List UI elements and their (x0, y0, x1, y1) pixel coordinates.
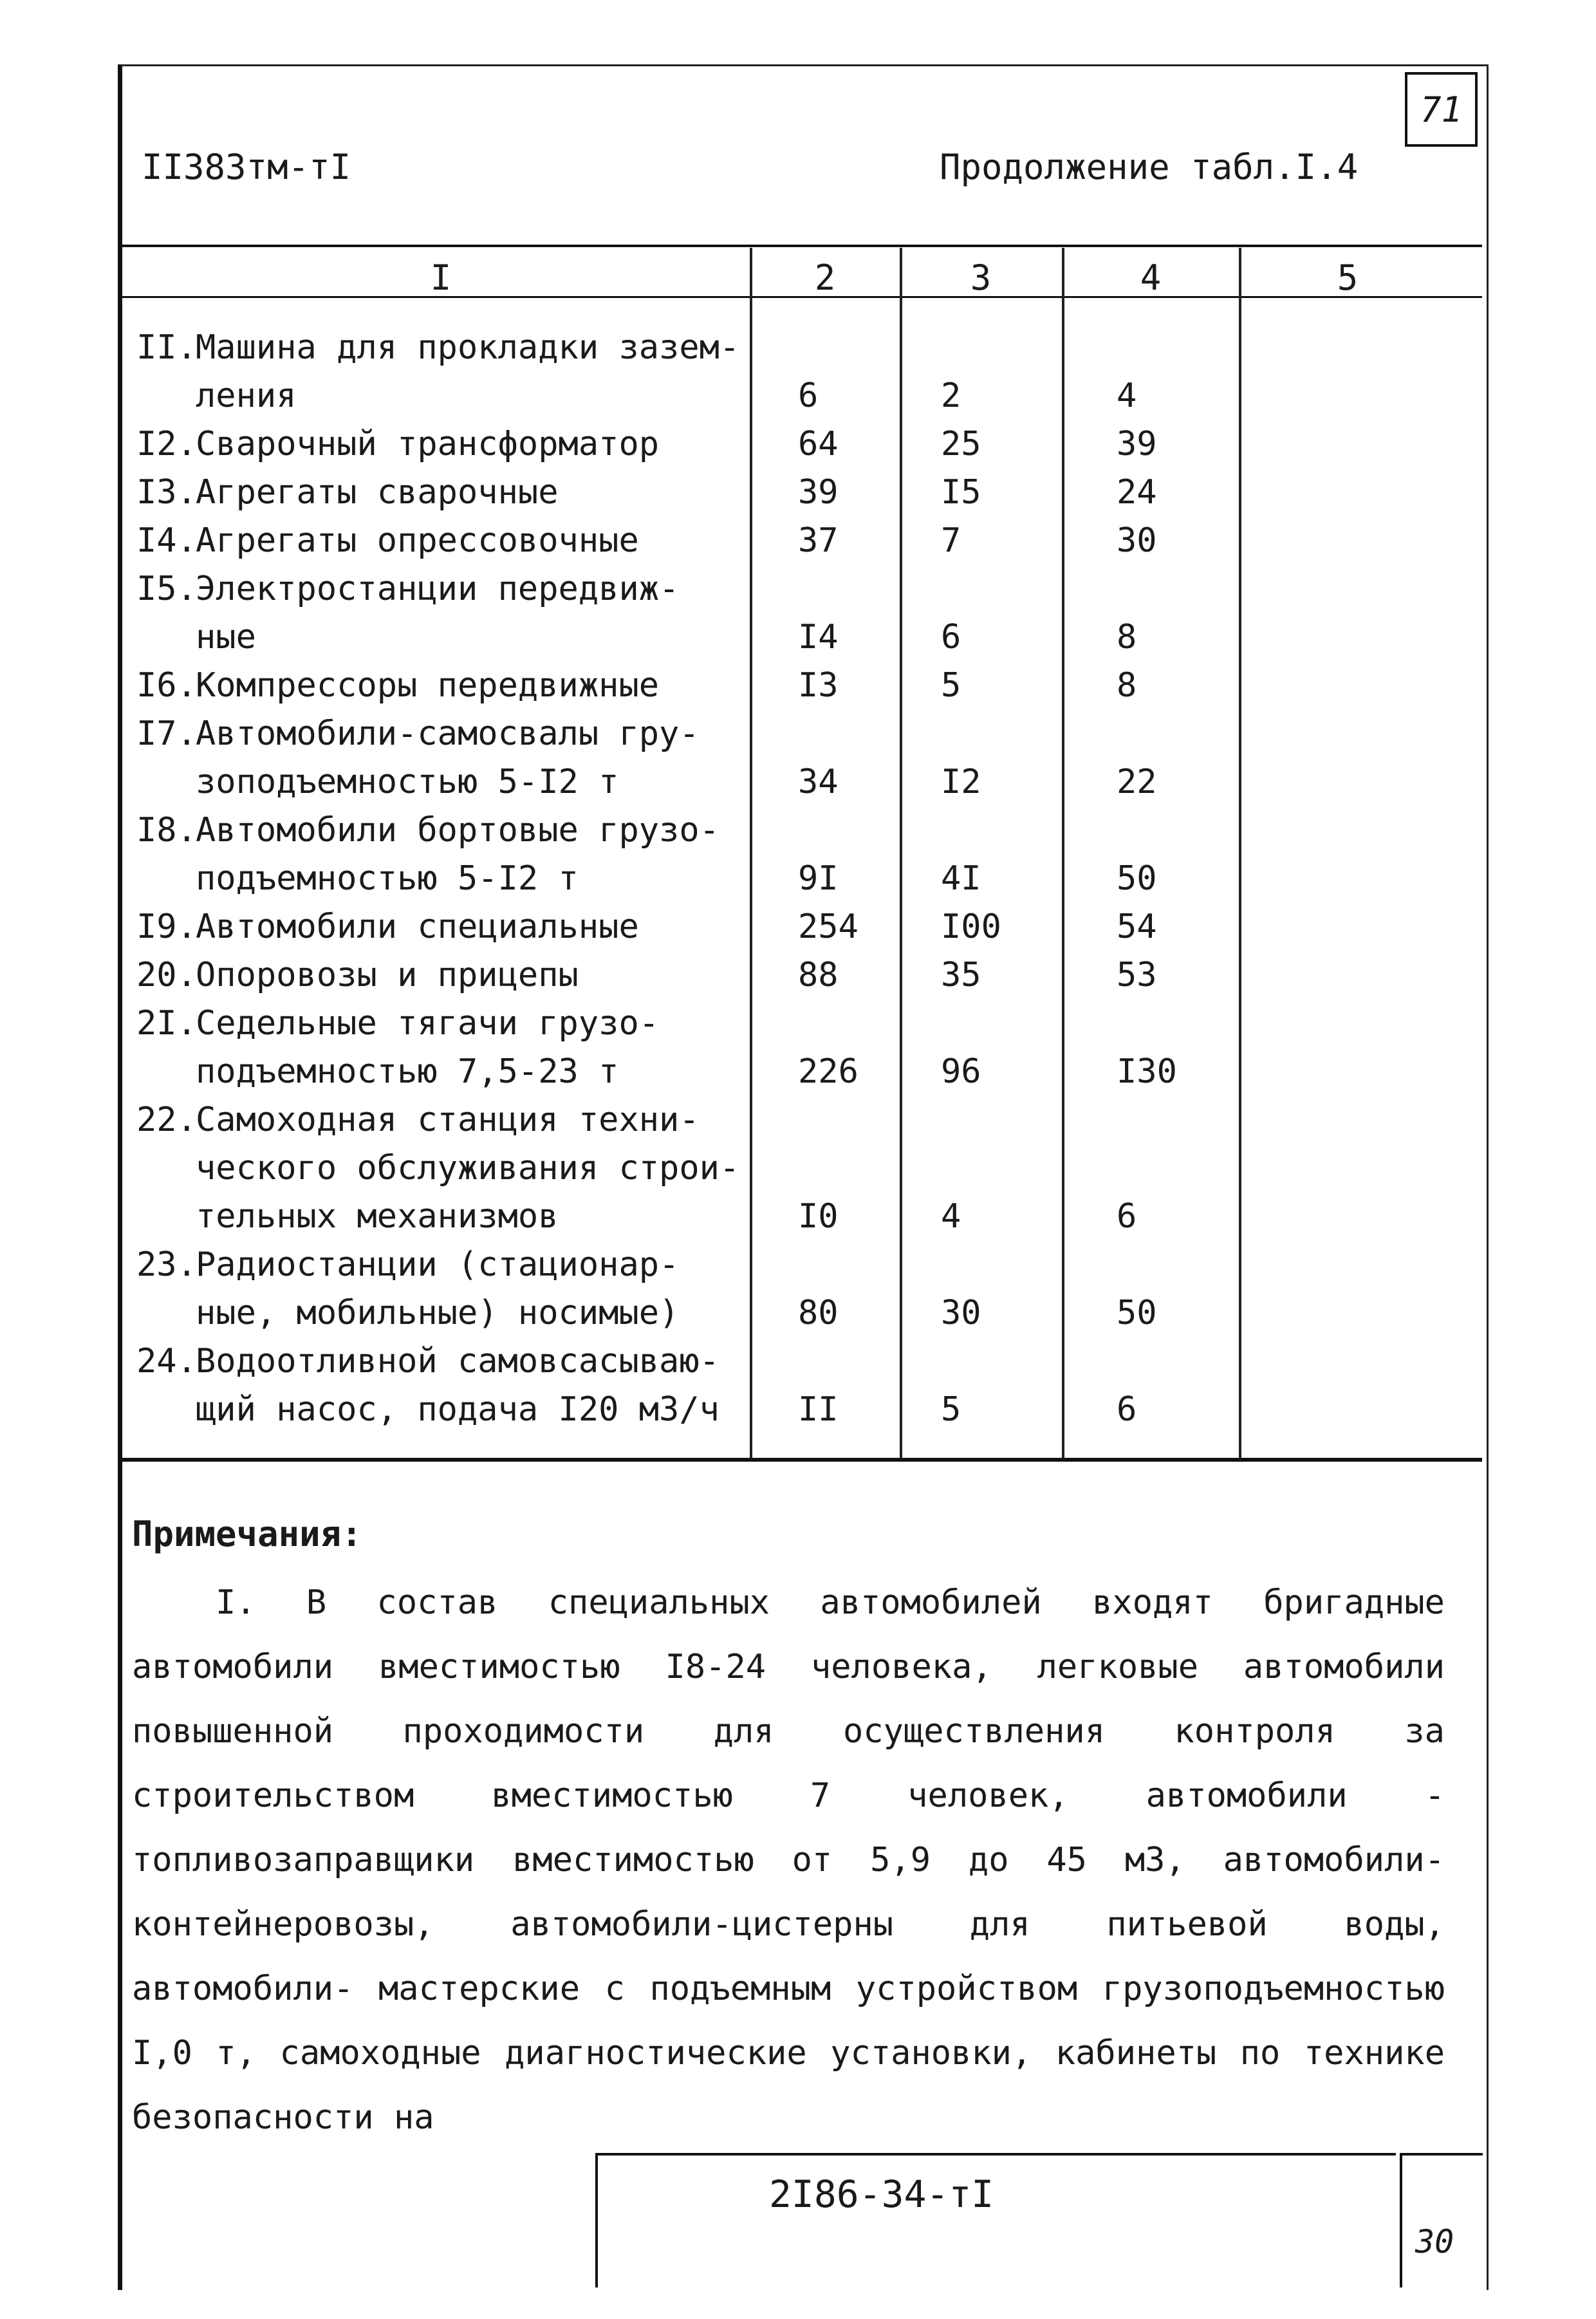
cell-c3: 7 (941, 521, 961, 560)
continuation-label: Продолжение табл.I.4 (940, 147, 1359, 187)
cell-c3: 2 (941, 377, 961, 415)
cell-c2: 34 (798, 763, 839, 801)
row-label: Сварочный трансформатор (196, 425, 660, 463)
row-label: Самоходная станция техни- (196, 1101, 700, 1139)
cell-c4: 8 (1117, 666, 1137, 705)
row-number: 23. (136, 1245, 197, 1284)
note-paragraph: I. В состав специальных автомобилей входят бригадные автомобили вместимостью I8-24 человека, легковые автомобили повышенной проходимости для осуществления контроля за строительством вместимостью 7 человек, автомобили - топливозаправщики вместимостью от 5,9 до 45 м3, автомобили-контейнеровозы, автомобили-цистерны для питьевой воды, автомобили- мастерские с подъемным устройством грузоподъемностью I,0 т, самоходные диагностические установки, кабинеты по технике безопасности на (132, 1583, 1445, 2137)
cell-c3: 96 (941, 1052, 981, 1091)
row-label: Опоровозы и прицепы (196, 956, 579, 994)
stamp-page-box (1400, 2153, 1483, 2287)
row-label: ления (196, 377, 297, 415)
cell-c2: II (798, 1390, 839, 1429)
table-row-text (136, 328, 739, 367)
cell-c2: 37 (798, 521, 839, 560)
cell-c3: I5 (941, 473, 981, 512)
row-label: Автомобили-самосвалы гру- (196, 714, 700, 753)
table-row-text (136, 1245, 679, 1284)
cell-c3: 5 (941, 1390, 961, 1429)
table-row-text (136, 1390, 719, 1429)
row-label: подъемностью 7,5-23 т (196, 1052, 619, 1091)
cell-c4: 54 (1117, 908, 1157, 946)
cell-c2: 6 (798, 377, 819, 415)
cell-c2: I4 (798, 618, 839, 657)
cell-c2: 88 (798, 956, 839, 994)
row-label: ные (196, 618, 256, 657)
row-label: Автомобили специальные (196, 908, 639, 946)
column-divider (750, 248, 752, 1458)
doc-code: II383тм-тI (142, 147, 351, 187)
cell-c3: 4I (941, 859, 981, 898)
cell-c4: 39 (1117, 425, 1157, 463)
cell-c3: 5 (941, 666, 961, 705)
table-row-text (136, 1342, 719, 1381)
notes-title: Примечания: (132, 1514, 362, 1554)
table-row-text (136, 714, 700, 753)
table-row-text (136, 1004, 659, 1043)
column-header: 4 (1140, 257, 1162, 298)
table-row-text (136, 473, 559, 512)
cell-c4: 8 (1117, 618, 1137, 657)
column-header: 3 (970, 257, 992, 298)
row-number: 20. (136, 956, 197, 994)
table-row-text (136, 570, 679, 608)
cell-c3: 30 (941, 1294, 981, 1332)
cell-c4: 50 (1117, 859, 1157, 898)
cell-c3: I00 (941, 908, 1001, 946)
cell-c4: 53 (1117, 956, 1157, 994)
row-label: подъемностью 5-I2 т (196, 859, 579, 898)
column-header: 5 (1337, 257, 1359, 298)
cell-c3: 35 (941, 956, 981, 994)
cell-c3: 25 (941, 425, 981, 463)
row-label: Электростанции передвиж- (196, 570, 680, 608)
row-label: Агрегаты опрессовочные (196, 521, 639, 560)
table-bottom-rule (122, 1458, 1482, 1462)
row-number: 24. (136, 1342, 197, 1381)
stamp-code: 2I86-34-тI (769, 2172, 994, 2216)
row-number: I3. (136, 473, 197, 512)
table-row-text (136, 1149, 739, 1187)
cell-c4: 22 (1117, 763, 1157, 801)
cell-c2: I3 (798, 666, 839, 705)
table-row-text (136, 763, 618, 801)
table-row-text (136, 618, 256, 657)
table-row-text (136, 956, 579, 994)
table-row-text (136, 521, 639, 560)
row-number: I4. (136, 521, 197, 560)
row-label: Седельные тягачи грузо- (196, 1004, 660, 1043)
cell-c2: 39 (798, 473, 839, 512)
cell-c4: 24 (1117, 473, 1157, 512)
table-row-text (136, 859, 579, 898)
cell-c4: 6 (1117, 1197, 1137, 1236)
table-row-text (136, 1101, 700, 1139)
row-number: I2. (136, 425, 197, 463)
row-label: ческого обслуживания строи- (196, 1149, 740, 1187)
row-label: Агрегаты сварочные (196, 473, 559, 512)
cell-c2: 64 (798, 425, 839, 463)
row-label: Радиостанции (стационар- (196, 1245, 680, 1284)
row-number: 22. (136, 1101, 197, 1139)
row-label: ные, мобильные) носимые) (196, 1294, 680, 1332)
row-number: I8. (136, 811, 197, 850)
table-row-text (136, 908, 639, 946)
cell-c2: 80 (798, 1294, 839, 1332)
row-label: Компрессоры передвижные (196, 666, 660, 705)
row-label: Автомобили бортовые грузо- (196, 811, 719, 850)
row-number: I6. (136, 666, 197, 705)
row-number: I9. (136, 908, 197, 946)
cell-c3: 6 (941, 618, 961, 657)
row-number: II. (136, 328, 197, 367)
row-label: Машина для прокладки зазем- (196, 328, 740, 367)
column-header: I (430, 257, 452, 298)
cell-c4: 30 (1117, 521, 1157, 560)
table-row-text (136, 1052, 618, 1091)
column-divider (1239, 248, 1241, 1458)
cell-c2: 9I (798, 859, 839, 898)
table-top-rule (122, 245, 1482, 247)
column-divider (900, 248, 902, 1458)
cell-c3: I2 (941, 763, 981, 801)
cell-c4: 6 (1117, 1390, 1137, 1429)
title-block (595, 2153, 1396, 2287)
stamp-page: 30 (1415, 2223, 1454, 2260)
table-row-text (136, 425, 659, 463)
row-label: тельных механизмов (196, 1197, 559, 1236)
row-label: Водоотливной самовсасываю- (196, 1342, 719, 1381)
cell-c2: 254 (798, 908, 858, 946)
cell-c4: 4 (1117, 377, 1137, 415)
cell-c2: 226 (798, 1052, 858, 1091)
row-label: зоподъемностью 5-I2 т (196, 763, 619, 801)
table-row-text (136, 377, 297, 415)
cell-c2: I0 (798, 1197, 839, 1236)
column-header: 2 (814, 257, 836, 298)
table-row-text (136, 666, 659, 705)
row-label: щий насос, подача I20 м3/ч (196, 1390, 719, 1429)
table-row-text (136, 1294, 679, 1332)
cell-c3: 4 (941, 1197, 961, 1236)
table-row-text (136, 811, 719, 850)
page-mark: 71 (1405, 72, 1478, 147)
row-number: I5. (136, 570, 197, 608)
cell-c4: I30 (1117, 1052, 1177, 1091)
column-divider (1062, 248, 1064, 1458)
row-number: I7. (136, 714, 197, 753)
cell-c4: 50 (1117, 1294, 1157, 1332)
row-number: 2I. (136, 1004, 197, 1043)
table-row-text (136, 1197, 559, 1236)
